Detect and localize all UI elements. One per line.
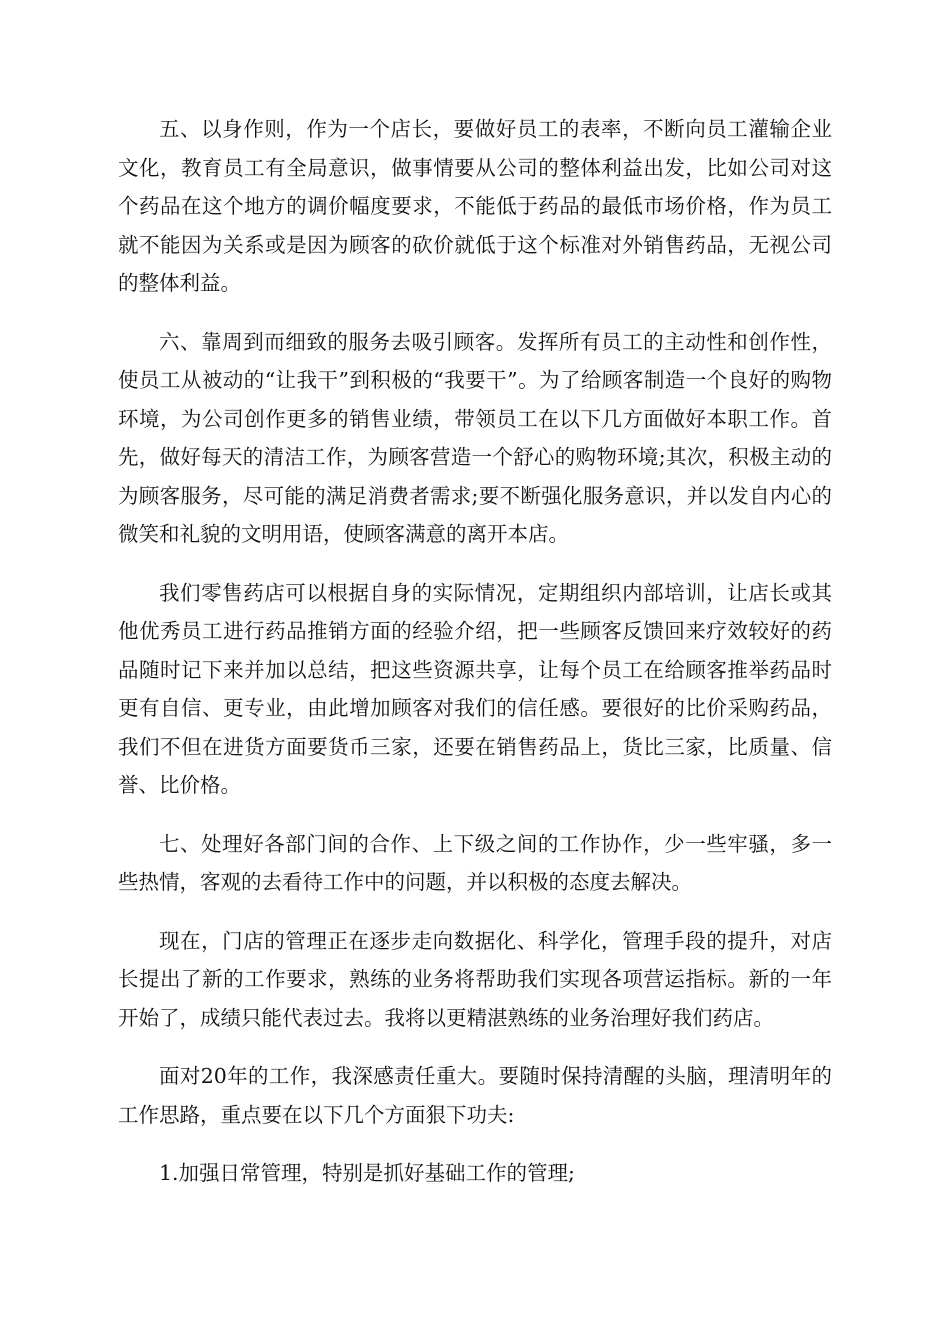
- paragraph-six-attentive-service: 六、靠周到而细致的服务去吸引顾客。发挥所有员工的主动性和创作性，使员工从被动的“让我干”到积极的“我要干”。为了给顾客制造一个良好的购物环境，为公司创作更多的销售业绩，带领员工在以下几方面做好本职工作。首先，做好每天的清洁工作，为顾客营造一个舒心的购物环境;其次，积极主动的为顾客服务，尽可能的满足消费者需求;要不断强化服务意识，并以发自内心的微笑和礼貌的文明用语，使顾客满意的离开本店。: [118, 329, 832, 546]
- paragraph-management-digitalization: 现在，门店的管理正在逐步走向数据化、科学化，管理手段的提升，对店长提出了新的工作要求，熟练的业务将帮助我们实现各项营运指标。新的一年开始了，成绩只能代表过去。我将以更精湛熟练的业务治理好我们药店。: [118, 928, 832, 1030]
- paragraph-next-year-plan: 面对20年的工作，我深感责任重大。要随时保持清醒的头脑，理清明年的工作思路，重点要在以下几个方面狠下功夫:: [118, 1064, 832, 1127]
- paragraph-seven-cooperation: 七、处理好各部门间的合作、上下级之间的工作协作，少一些牢骚，多一些热情，客观的去看待工作中的问题，并以积极的态度去解决。: [118, 831, 832, 894]
- paragraph-five-lead-by-example: 五、以身作则，作为一个店长，要做好员工的表率，不断向员工灌输企业文化，教育员工有全局意识，做事情要从公司的整体利益出发，比如公司对这个药品在这个地方的调价幅度要求，不能低于药品的最低市场价格，作为员工就不能因为关系或是因为顾客的砍价就低于这个标准对外销售药品，无视公司的整体利益。: [118, 117, 832, 295]
- paragraph-training-and-pricing: 我们零售药店可以根据自身的实际情况，定期组织内部培训，让店长或其他优秀员工进行药品推销方面的经验介绍，把一些顾客反馈回来疗效较好的药品随时记下来并加以总结，把这些资源共享，让每个员工在给顾客推举药品时更有自信、更专业，由此增加顾客对我们的信任感。要很好的比价采购药品，我们不但在进货方面要货币三家，还要在销售药品上，货比三家，比质量、信誉、比价格。: [118, 580, 832, 797]
- document-page: [118, 110, 832, 1193]
- list-item-daily-management: 1.加强日常管理，特别是抓好基础工作的管理;: [159, 1161, 575, 1185]
